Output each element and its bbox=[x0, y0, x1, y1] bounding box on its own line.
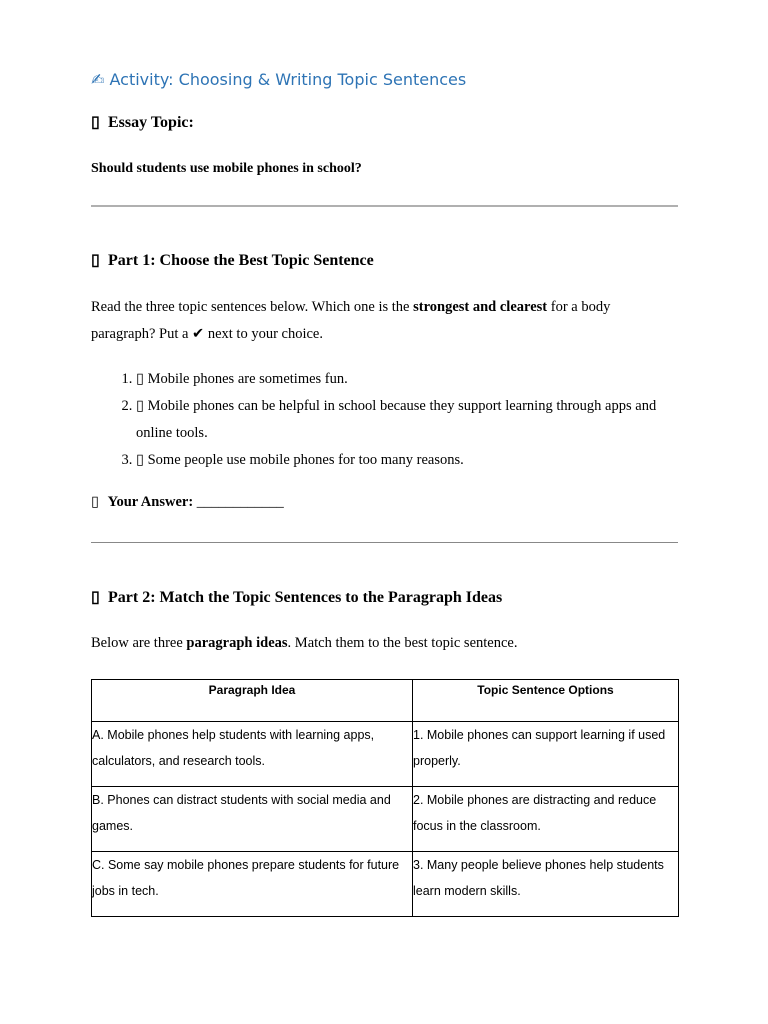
checkbox-icon[interactable]: ▯ bbox=[136, 452, 144, 468]
answer-label: Your Answer: bbox=[107, 494, 194, 510]
part1-instructions: Read the three topic sentences below. Which one is the strongest and clearest for a body paragraph? Put a ✔ next to your choice. bbox=[91, 299, 611, 342]
checkbox-icon[interactable]: ▯ bbox=[136, 371, 144, 387]
divider bbox=[91, 205, 678, 207]
table-cell: 1. Mobile phones can support learning if used properly. bbox=[413, 722, 679, 787]
activity-title-text: Activity: Choosing & Writing Topic Sentences bbox=[109, 70, 467, 89]
activity-title bbox=[91, 70, 466, 89]
table-row bbox=[92, 852, 679, 917]
table-row bbox=[92, 722, 679, 787]
placeholder-icon: ▯ bbox=[91, 252, 100, 269]
placeholder-icon: ▯ bbox=[91, 494, 99, 510]
answer-line bbox=[91, 494, 284, 511]
placeholder-icon: ▯ bbox=[91, 114, 100, 131]
part2-instructions: Below are three paragraph ideas. Match them to the best topic sentence. bbox=[91, 635, 518, 651]
matching-table bbox=[91, 679, 679, 917]
table-cell: B. Phones can distract students with social media and games. bbox=[92, 787, 413, 852]
placeholder-icon: ▯ bbox=[91, 589, 100, 606]
part2-heading: ▯ Part 2: Match the Topic Sentences to the Paragraph Ideas bbox=[91, 589, 503, 606]
table-cell: C. Some say mobile phones prepare students for future jobs in tech. bbox=[92, 852, 413, 917]
essay-question: Should students use mobile phones in school? bbox=[91, 161, 362, 176]
part1-heading: ▯ Part 1: Choose the Best Topic Sentence bbox=[91, 252, 374, 269]
essay-topic-heading: ▯ Essay Topic: bbox=[91, 114, 194, 131]
column-header: Paragraph Idea bbox=[92, 680, 413, 722]
divider bbox=[91, 542, 678, 543]
table-cell: A. Mobile phones help students with learning apps, calculators, and research tools. bbox=[92, 722, 413, 787]
list-item[interactable]: 1. ▯ Mobile phones are sometimes fun. bbox=[136, 366, 678, 393]
table-row bbox=[92, 787, 679, 852]
table-header-row bbox=[92, 680, 679, 722]
checkbox-icon[interactable]: ▯ bbox=[136, 398, 144, 414]
column-header: Topic Sentence Options bbox=[413, 680, 679, 722]
table-cell: 2. Mobile phones are distracting and reduce focus in the classroom. bbox=[413, 787, 679, 852]
table-cell: 3. Many people believe phones help students learn modern skills. bbox=[413, 852, 679, 917]
list-item[interactable]: 2. ▯ Mobile phones can be helpful in school because they support learning through apps and online tools. bbox=[136, 393, 678, 447]
topic-sentence-choices bbox=[91, 366, 678, 474]
list-item[interactable]: 3. ▯ Some people use mobile phones for too many reasons. bbox=[136, 447, 678, 474]
answer-blank[interactable]: ____________ bbox=[196, 494, 284, 510]
pencil-icon: ✍ bbox=[91, 70, 105, 89]
